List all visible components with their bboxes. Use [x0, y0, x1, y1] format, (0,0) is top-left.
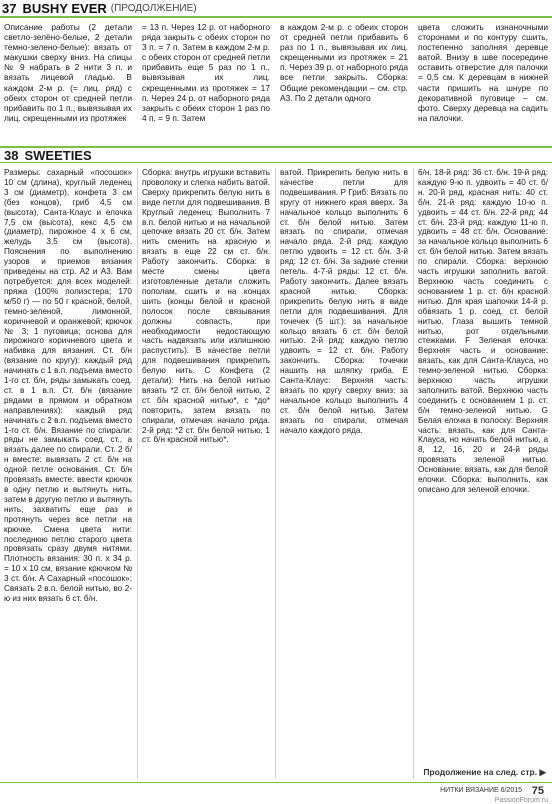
section-title: BUSHY EVER: [22, 0, 107, 16]
column-divider: [137, 168, 138, 778]
watermark: PassionForum.ru: [494, 797, 548, 804]
top-text-columns: [4, 22, 548, 142]
publication-label: НИТКИ ВЯЗАНИЕ 6/2015: [440, 787, 522, 794]
main-text-columns: [4, 168, 548, 778]
top-column-3: в каждом 2-м р. с обеих сторон от средней петли прибавить 6 раз по 1 п., вывязывая их лиц. скрещенными из протяжек = 21 п. Через 39 р. от наборного ряда все петли закрыть. Сборка: Общие рекомендации – см. стр. А3. По 2 детали одного: [280, 22, 408, 103]
top-column-1: Описание работы (2 детали светло-зелёно-белые, 2 детали темно-зелено-белые): вязать от макушки сверху вниз. На спицы № 9 набрать в 2 нити 3 п. и вязать лицевой гладью. В каждом 2-м р. (= лиц. ряд) с обеих сторон от средней петли прибавить по 1 п., вывязывая их лиц. скрещенными из протяжек: [4, 22, 132, 123]
top-column-2: = 13 п. Через 12 р. от наборного ряда закрыть с обеих сторон по 3 п. = 7 п. Затем в каждом 2-м р. с обеих сторон от средней петли прибавить еще 5 раз по 1 п., вывязывая их лиц. скрещенными из протяжек = 17 п. Через 24 р. от наборного ряда закрыть с обеих сторон 1 раз по 4 п. = 9 п. Затем: [142, 22, 270, 123]
main-column-2: Сборка: внутрь игрушки вставить проволоку и слегка набить ватой. Сверху прикрепить белую нить в виде петли для подвешивания. В Круглый леденец: Выполнить 7 в.п. белой нитью и на начальной цепочке вязать 20 ст. б/н. Затем нить сменить на красную и вязать в еще 22 см ст. б/н. Работу закончить. Сборка: в месте смены цвета изготовленные детали сложить пополам, сшить и на концах шить (концы белой и красной полосок после связывания должны совпасть, при необходимости недостающую часть надвязать или излишнюю распустить). В качестве петли для подвешивания прикрепить белую нить. С Конфета (2 детали): Нить на белой нитью вязать *2 ст. б/н белой нитью, 2 ст. б/н красной нитью*, с *до* повторить, затем вязать по спирали, отмечая начало ряда. 2-й ряд: *2 ст. б/н белой нитью, 1 ст. б/н красной нитью*.: [142, 168, 270, 445]
main-column-1: Размеры: сахарный «посошок» 10 см (длина), круглый леденец 3 см (диаметр), конфета 3 см (без концов), гриб 4,5 см (высота), Санта-Клаус и елочка 7,5 см (высота), кекс 4,5 см (диаметр), пирожное 4 x 6 см, желудь 3,5 см (высота). Пояснения по выполнению узоров и приемов вязания приведены на стр. А2 и А3. Вам потребуется: для всех моделей: пряжа (100% полиэстера; 170 м/50 г) — по 50 г красной, белой, темно-зеленой, лимонной, коричневой и оранжевой; крючок № 3; 1 пуговица; основа для пирожного коричневого цвета и набивка для вязания. Ст. б/н (вязание по кругу): каждый ряд начинать с 1 в.п. подъема вместо 1-го ст. б/н, ряды замыкать соед. ст. в 1 в.п. Ст. б/н (вязание рядами в прямом и обратном направлениях): каждый ряд начинать с 2 в.п. подъема вместо 1-го ст. б/н. Вязание по спирали: ряды не замыкать соед. ст., а вязать далее по спирали. Ст. 2 б/н вместе: вывязать 2 ст. б/н на одной петле основания. Ст. б/н провязать вместе: ввести крючок в одну петлю и вытянуть нить, затем в другую петлю и вытянуть нить, захватить еще раз и протянуть через все петли на крючке. Смена цвета нити: последнюю петлю старого цвета провязать сразу двумя нитями. Плотность вязания: 30 п. x 34 р. = 10 x 10 см, вязание крючком № 3 ст. б/н. А Сахарный «посошок»: Связать 2 в.п. белой нитью, во 2-ю из них вязать 6 ст. б/н.: [4, 168, 133, 603]
main-column-3: ватой. Прикрепить белую нить в качестве петли для подвешивания. Р Гриб: Вязать по кругу от нижнего края вверх. За начальное кольцо выполнить 6 ст. б/н белой нитью. Затем вязать по спирали, отмечая начало ряда. 2-й ряд: каждую петлю удвоить = 12 ст. б/н. 3-й ряд: 12 ст. б/н. За задние стенки петель. 4-7-й ряды: 12 ст. б/н. Работу закончить. Далее вязать красной нитью. Сборка: прикрепить белую нить в виде петли для подвешивания. Для точечек (5 шт.): за начальное кольцо вязать 6 ст. б/н белой нитью. 2-й ряд: каждую петлю удвоить = 12 ст. б/н. Работу закончить. Сборка: точечки нашить на шляпку гриба. Е Санта-Клаус: Верхняя часть: вязать по кругу сверху вниз: за начальное кольцо выполнить 4 ст. б/н белой нитью. Затем вязать по спирали, отмечая начало каждого ряда.: [280, 168, 408, 435]
section-number: 37: [2, 0, 17, 16]
page-number: 75: [531, 785, 544, 797]
section-header-37: [0, 0, 552, 18]
page-footer: [0, 767, 552, 804]
main-column-4: 6/н. 18-й ряд: 36 ст. б/н. 19-й ряд: каждую 9-ю п. удвоить = 40 ст. б/н. 20-й ряд, красная нить: 40 ст. б/н. 21-й ряд: каждую 10-ю п. удвоить = 44 ст. б/н. 22-й ряд: 44 ст. б/н. 23-й ряд: каждую 11-ю п. удвоить = 48 ст. б/н. Основание: за начальное кольцо выполнить 6 ст. б/н белой нитью. Затем вязать по спирали. Сборка: верхнюю часть игрушки заполнить ватой. Верхнюю часть соединить с основанием 1 р. ст. б/н красной нитью. Для края шапочки 14-й р. обвязать 1 р. соед. ст. белой нитью. Глаза вышить темной нитью, рот отдельными стежками. F Зеленая елочка: Верхняя часть и основание: вязать, как для Санта-Клауса, но темно-зеленой нитью. Сборка: верхнюю часть игрушки заполнить ватой. Верхнюю часть соединить с основанием 1 р. ст. б/н темно-зеленой нитью. G Белая елочка в полоску: Верхняя часть: вязать, как для Санта-Клауса, но начать белой нитью, а 8, 12, 16, 20 и 24-й ряды провязать зеленой нитью. Основание: вязать, как для белой елочки. Сборка: выполнить, как описано для зеленой елочки.: [418, 168, 548, 494]
column-divider: [275, 168, 276, 778]
section-header-38: [0, 146, 552, 163]
continued-note: Продолжение на след. стр. ▶: [423, 767, 546, 777]
section-number: 38: [4, 147, 19, 163]
section-subtitle: (ПРОДОЛЖЕНИЕ): [110, 2, 197, 14]
section-title: SWEETIES: [24, 147, 92, 163]
column-divider: [413, 168, 414, 778]
top-column-4: цвета сложить изнаночными сторонами и по контуру сшить, постепенно заполняя деревце ватой. Внизу в шве посередине оставить отверстие для палочки = 0,5 см. К деревцам в нижней части пришить на шнуре по декоративной пуговице – см. фото. Сверху деревца на садить на палочки.: [418, 22, 548, 123]
